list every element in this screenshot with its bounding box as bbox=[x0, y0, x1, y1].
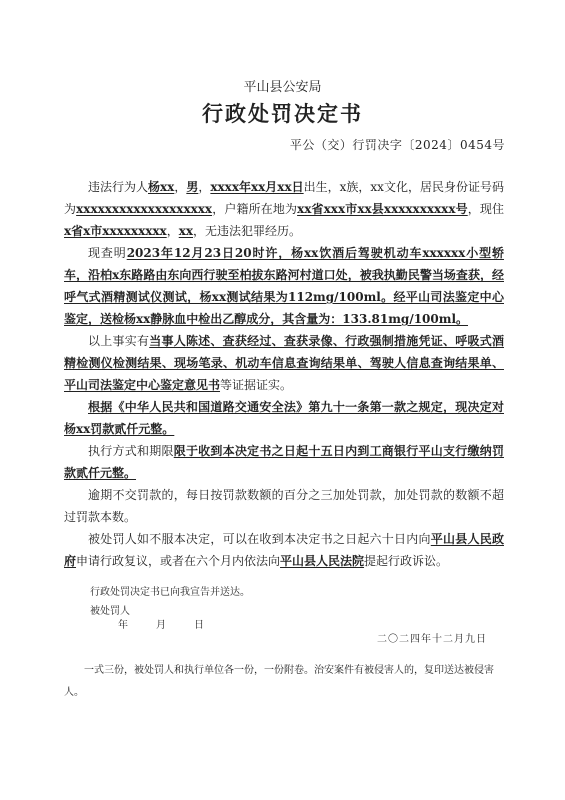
evidence-list: 当事人陈述、查获经过、查获录像、行政强制措施凭证、呼吸式酒精检测仪检测结果、现场笔录、机动车信息查询结果单、驾驶人信息查询结果单、平山司法鉴定中心鉴定意见书 bbox=[64, 334, 504, 392]
issue-date: 二〇二四年十二月九日 bbox=[377, 634, 487, 645]
offender-occupation: xx bbox=[178, 224, 194, 238]
execution-paragraph: 执行方式和期限限于收到本决定书之日起十五日内到工商银行平山支行缴纳罚款贰仟元整。 bbox=[64, 444, 504, 480]
delivery-notice: 行政处罚决定书已向我宣告并送达。 bbox=[90, 587, 250, 598]
issuing-agency: 平山县公安局 bbox=[243, 80, 322, 95]
review-authority: 平山县人民政府 bbox=[64, 532, 504, 568]
facts-text: 2023年12月23日20时许，杨xx饮酒后驾驶机动车xxxxxx小型轿车，沿柏x东路路由东向西行驶至柏拔东路河村道口处，被我执勤民警当场查获，经呼气式酒精测试仪测试，杨xx测试结果为112mg/100ml。经平山司法鉴定中心鉴定，送检杨xx静脉血中检出乙醇成分，其含量为：133.81mg/100ml。 bbox=[64, 246, 504, 326]
court-name: 平山县人民法院 bbox=[280, 554, 365, 568]
footer-note: 一式三份，被处罚人和执行单位各一份，一份附卷。治安案件有被侵害人的，复印送达被侵害人。 bbox=[64, 665, 494, 698]
document-number: 平公（交）行罚决字〔2024〕0454号 bbox=[289, 138, 505, 152]
offender-name: 杨xx bbox=[148, 180, 175, 194]
offender-residence: x省x市xxxxxxxxx bbox=[64, 224, 167, 238]
document-body bbox=[64, 176, 504, 572]
execution-method: 限于收到本决定书之日起十五日内到工商银行平山支行缴纳罚款贰仟元整。 bbox=[64, 444, 504, 480]
evidence-paragraph: 以上事实有当事人陈述、查获经过、查获录像、行政强制措施凭证、呼吸式酒精检测仪检测结果、现场笔录、机动车信息查询结果单、驾驶人信息查询结果单、平山司法鉴定中心鉴定意见书等证据证实。 bbox=[64, 334, 504, 392]
offender-gender: 男 bbox=[186, 180, 199, 194]
offender-id-number: xxxxxxxxxxxxxxxxxxx bbox=[76, 202, 213, 216]
offender-info-paragraph: 违法行为人杨xx，男，xxxx年xx月xx日出生，x族，xx文化，居民身份证号码为xxxxxxxxxxxxxxxxxxx，户籍所在地为xx省xxx市xx县xxxxxxxxxx号，现住x省x市xxxxxxxxx，xx，无违法犯罪经历。 bbox=[64, 180, 504, 238]
decision-paragraph bbox=[64, 396, 504, 440]
recipient-label: 被处罚人 bbox=[90, 606, 130, 617]
document-title: 行政处罚决定书 bbox=[202, 101, 363, 126]
offender-dob: xxxx年xx月xx日 bbox=[210, 180, 304, 194]
late-payment-paragraph: 逾期不交罚款的，每日按罚款数额的百分之三加处罚款，加处罚款的数额不超过罚款本数。 bbox=[64, 488, 504, 524]
decision-text: 根据《中华人民共和国道路交通安全法》第九十一条第一款之规定，现决定对杨xx罚款贰仟元整。 bbox=[64, 400, 504, 436]
appeal-paragraph: 被处罚人如不服本决定，可以在收到本决定书之日起六十日内向平山县人民政府申请行政复议，或者在六个月内依法向平山县人民法院提起行政诉讼。 bbox=[64, 532, 504, 568]
offender-domicile: xx省xxx市xx县xxxxxxxxxx号 bbox=[297, 202, 468, 216]
facts-paragraph: 现查明2023年12月23日20时许，杨xx饮酒后驾驶机动车xxxxxx小型轿车，沿柏x东路路由东向西行驶至柏拔东路河村道口处，被我执勤民警当场查获，经呼气式酒精测试仪测试，杨xx测试结果为112mg/100ml。经平山司法鉴定中心鉴定，送检杨xx静脉血中检出乙醇成分，其含量为：133.81mg/100ml。 bbox=[64, 246, 504, 326]
recipient-date-blanks: 年 月 日 bbox=[118, 620, 204, 631]
